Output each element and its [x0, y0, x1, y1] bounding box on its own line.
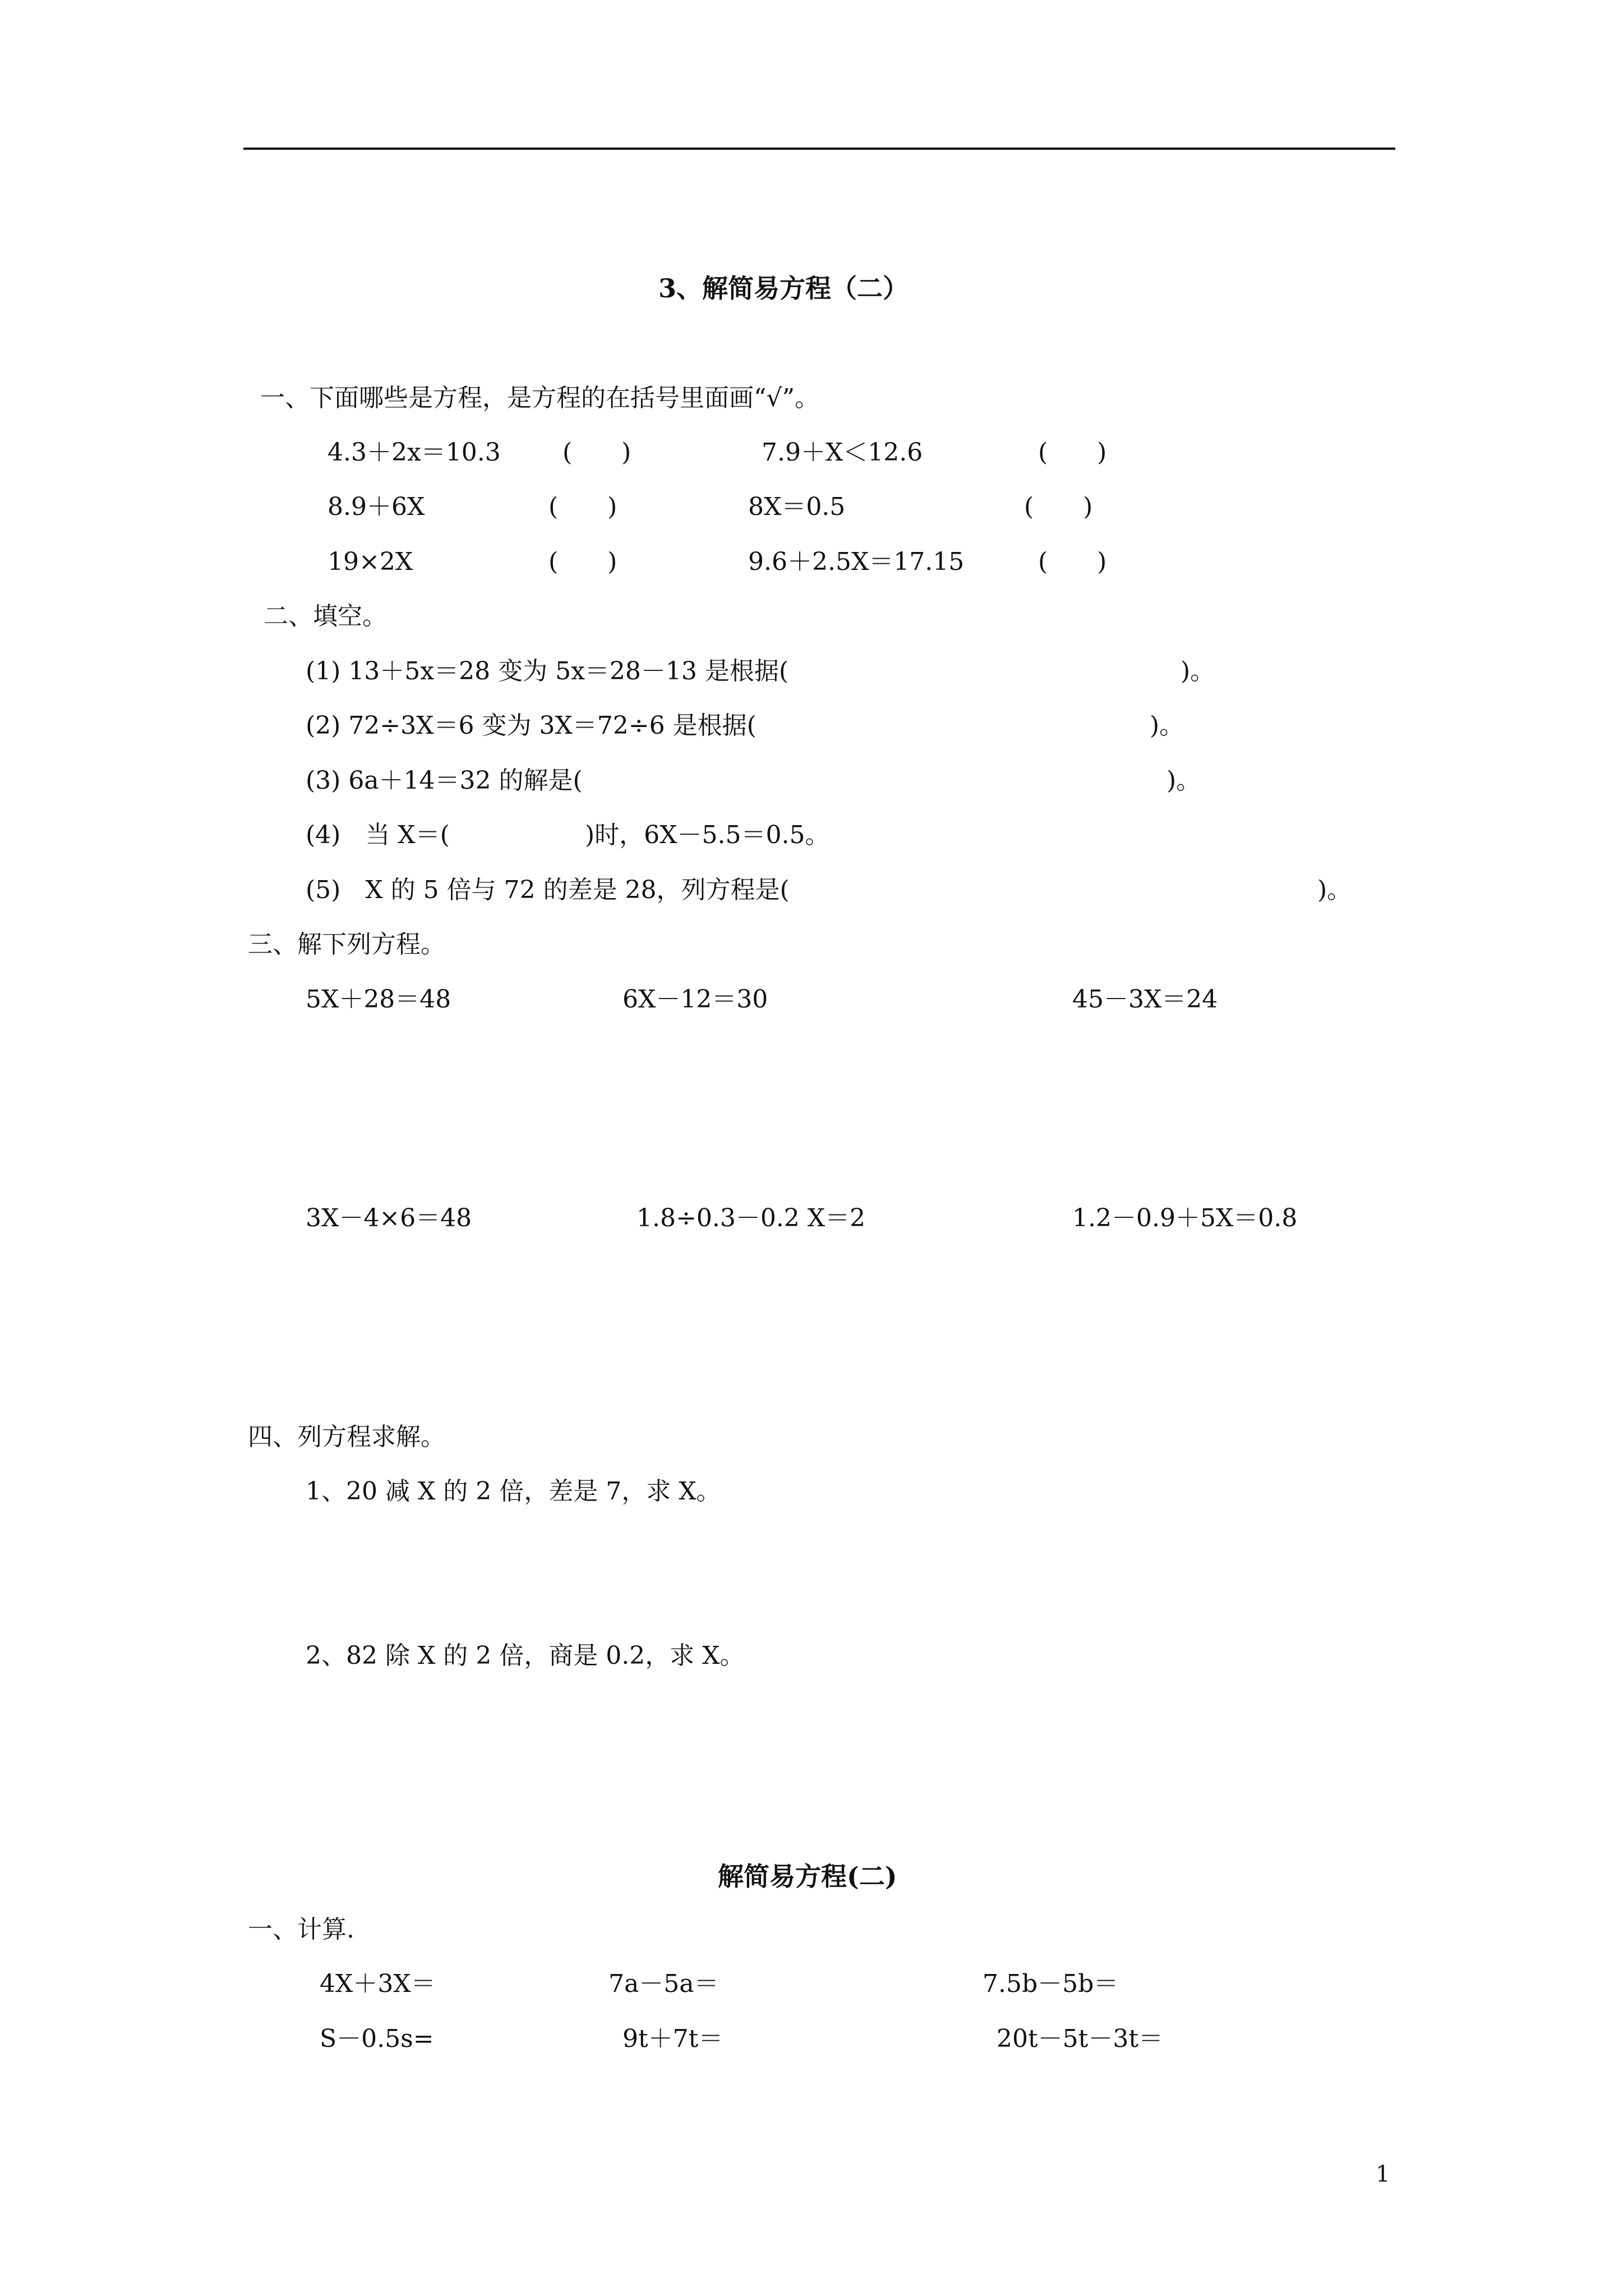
header-rule: [243, 148, 1395, 150]
part2-title: 解简易方程(二): [718, 1861, 897, 1892]
word-problem-1: 1、20 减 X 的 2 倍，差是 7，求 X。: [306, 1477, 721, 1506]
fill-item-1-close: )。: [1181, 657, 1215, 685]
fill-item-3: (3) 6a＋14＝32 的解是(: [306, 766, 583, 795]
fill-item-2-close: )。: [1150, 711, 1184, 740]
word-problem-2: 2、82 除 X 的 2 倍，商是 0.2，求 X。: [306, 1641, 745, 1670]
section2-heading: 二、填空。: [264, 602, 387, 631]
fill-item-1: (1) 13＋5x＝28 变为 5x＝28－13 是根据(: [306, 657, 789, 685]
s1-expr-2: 7.9＋X＜12.6: [762, 438, 923, 467]
equation-5: 1.8÷0.3－0.2 X＝2: [637, 1204, 866, 1232]
section1-heading: 一、下面哪些是方程，是方程的在括号里面画“√”。: [260, 384, 820, 412]
equation-1: 5X＋28＝48: [306, 985, 451, 1014]
calc-item-3: 7.5b－5b＝: [983, 1970, 1119, 1998]
page-title: 3、解简易方程（二）: [658, 273, 909, 303]
s1-expr-4: 8X＝0.5: [748, 493, 846, 521]
page-number: 1: [1376, 2161, 1390, 2187]
fill-item-4: (4) 当 X＝(: [306, 821, 450, 849]
calc-item-1: 4X＋3X＝: [320, 1970, 436, 1998]
calc-item-2: 7a－5a＝: [608, 1970, 719, 1998]
s1-paren-2: ( ): [1038, 438, 1107, 467]
fill-item-3-close: )。: [1166, 766, 1201, 795]
s1-paren-4: ( ): [1024, 493, 1093, 521]
fill-item-2: (2) 72÷3X＝6 变为 3X＝72÷6 是根据(: [306, 711, 757, 740]
s1-paren-3: ( ): [548, 493, 617, 521]
s1-expr-3: 8.9＋6X: [328, 493, 425, 521]
equation-3: 45－3X＝24: [1072, 985, 1218, 1014]
s1-paren-5: ( ): [548, 547, 617, 576]
section3-heading: 三、解下列方程。: [248, 930, 445, 959]
s1-expr-6: 9.6＋2.5X＝17.15: [748, 547, 965, 576]
s1-paren-6: ( ): [1038, 547, 1107, 576]
fill-item-5-close: )。: [1317, 876, 1352, 904]
section4-heading: 四、列方程求解。: [248, 1423, 445, 1451]
calc-item-4: S－0.5s=: [320, 2024, 434, 2053]
s1-expr-1: 4.3＋2x＝10.3: [328, 438, 501, 467]
calc-item-5: 9t＋7t＝: [623, 2024, 723, 2053]
calc-item-6: 20t－5t－3t＝: [997, 2024, 1164, 2053]
s1-paren-1: ( ): [562, 438, 631, 467]
equation-2: 6X－12＝30: [623, 985, 768, 1014]
fill-item-4-close: )时，6X－5.5＝0.5。: [585, 821, 830, 849]
s1-expr-5: 19×2X: [328, 547, 413, 576]
fill-item-5: (5) X 的 5 倍与 72 的差是 28，列方程是(: [306, 876, 790, 904]
equation-6: 1.2－0.9＋5X＝0.8: [1072, 1204, 1298, 1232]
part2-heading: 一、计算.: [248, 1915, 354, 1944]
equation-4: 3X－4×6＝48: [306, 1204, 472, 1232]
